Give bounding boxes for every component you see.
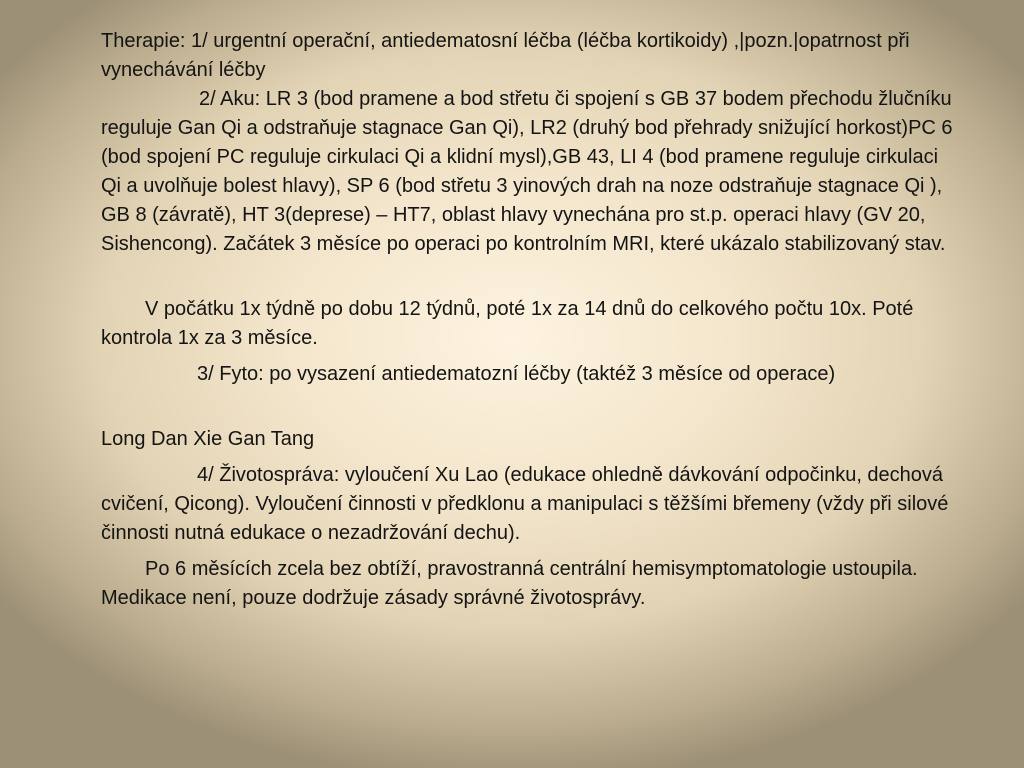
- formula-name: Long Dan Xie Gan Tang: [101, 428, 315, 450]
- outcome-paragraph: Po 6 měsících zcela bez obtíží, pravostranná centrální hemisymptomatologie ustoupila. Medikace není, pouze dodržuje zásady správné životosprávy.: [101, 558, 918, 609]
- therapy-intro-paragraph: Therapie: 1/ urgentní operační, antiedematosní léčba (léčba kortikoidy) ,|pozn.|opatrnost při vynechávání léčby: [101, 30, 910, 81]
- spacer: [101, 259, 961, 288]
- spacer: [101, 389, 961, 418]
- acupuncture-paragraph: 2/ Aku: LR 3 (bod pramene a bod střetu či spojení s GB 37 bodem přechodu žlučníku reguluje Gan Qi a odstraňuje stagnace Gan Qi), LR2 (druhý bod přehrady snižující horkost)PC 6 (bod spojení PC reguluje cirkulaci Qi a klidní mysl),GB 43, LI 4 (bod pramene reguluje cirkulaci Qi a uvolňuje bolest hlavy), SP 6 (bod střetu 3 yinových drah na noze odstraňuje stagnace Qi ), GB 8 (závratě), HT 3(deprese) – HT7, oblast hlavy vynechána pro st.p. operaci hlavy (GV 20, Sishencong). Začátek 3 měsíce po operaci po kontrolním MRI, které ukázalo stabilizovaný stav.: [101, 88, 953, 255]
- lifestyle-paragraph: 4/ Životospráva: vyloučení Xu Lao (edukace ohledně dávkování odpočinku, dechová cvičení, Qicong). Vyloučení činnosti v předklonu a manipulaci s těžšími břemeny (vždy při silové činnosti nutná edukace o nezadržování dechu).: [101, 464, 949, 544]
- phyto-paragraph: 3/ Fyto: po vysazení antiedematozní léčby (taktéž 3 měsíce od operace): [197, 363, 836, 385]
- schedule-paragraph: V počátku 1x týdně po dobu 12 týdnů, poté 1x za 14 dnů do celkového počtu 10x. Poté kontrola 1x za 3 měsíce.: [101, 298, 914, 349]
- slide-text-body: [101, 27, 961, 613]
